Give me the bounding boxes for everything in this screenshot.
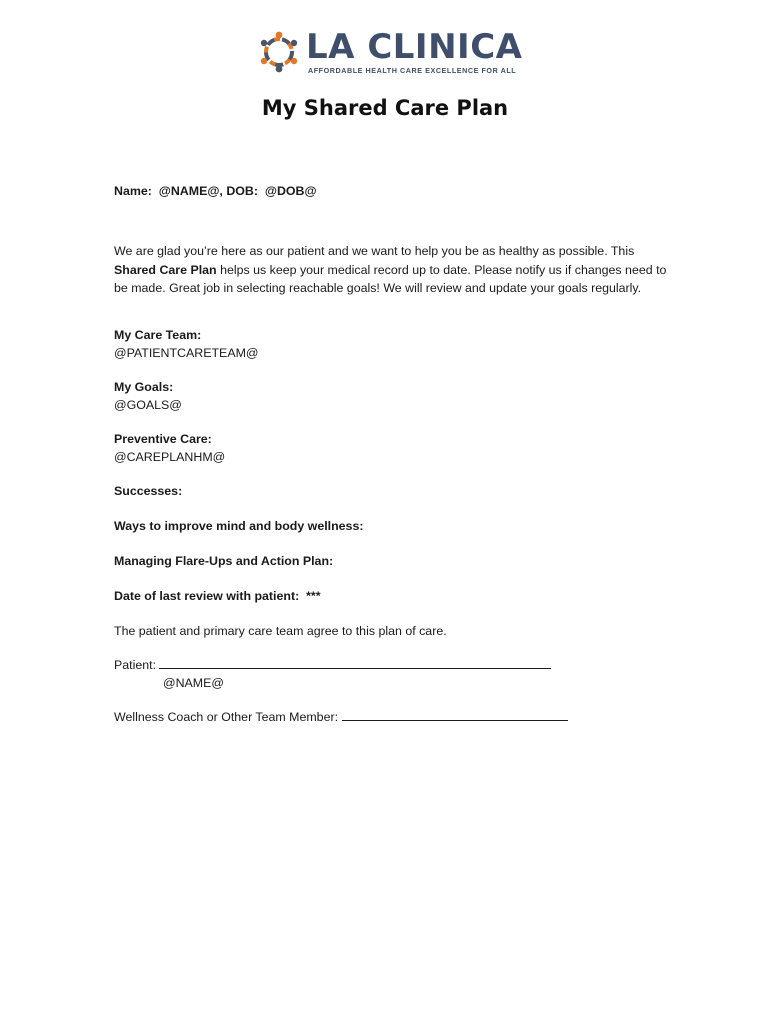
intro-paragraph bbox=[114, 242, 674, 298]
successes-heading: Successes: bbox=[114, 484, 183, 498]
name-dob-line bbox=[114, 182, 317, 200]
patient-signature-label: Patient: bbox=[114, 658, 157, 672]
goals-heading: My Goals: bbox=[114, 380, 174, 394]
goals-value: @GOALS@ bbox=[114, 398, 182, 412]
patient-signature-name: @NAME@ bbox=[163, 676, 224, 690]
preventive-care-value: @CAREPLANHM@ bbox=[114, 450, 226, 464]
patient-signature-field[interactable] bbox=[159, 656, 551, 669]
logo-tagline: AFFORDABLE HEALTH CARE EXCELLENCE FOR ALL bbox=[308, 66, 517, 75]
care-team-value: @PATIENTCARETEAM@ bbox=[114, 346, 259, 360]
intro-text-1: We are glad you’re here as our patient and we want to help you be as healthy as possible. This bbox=[114, 244, 635, 258]
coach-signature-line bbox=[114, 708, 568, 726]
review-date-line bbox=[114, 587, 321, 605]
logo-wordmark: LA CLINICA bbox=[306, 27, 523, 67]
logo-people-ring-icon bbox=[259, 30, 299, 74]
intro-bold-term: Shared Care Plan bbox=[114, 262, 217, 277]
name-value: @NAME@, bbox=[158, 184, 223, 198]
review-label: Date of last review with patient: bbox=[114, 589, 300, 603]
review-value: *** bbox=[306, 589, 321, 603]
la-clinica-logo bbox=[259, 27, 523, 76]
preventive-care-heading: Preventive Care: bbox=[114, 432, 212, 446]
flare-ups-heading: Managing Flare-Ups and Action Plan: bbox=[114, 554, 334, 568]
care-team-heading: My Care Team: bbox=[114, 328, 202, 342]
intro-text-2: helps us keep your medical record up to date. Please notify us if changes need to be made. Great job in selecting reachable goals! We will review and update your goals regularly. bbox=[114, 262, 667, 295]
agreement-statement: The patient and primary care team agree to this plan of care. bbox=[114, 624, 447, 638]
patient-signature-line bbox=[114, 656, 551, 674]
name-label: Name: bbox=[114, 184, 152, 198]
wellness-heading: Ways to improve mind and body wellness: bbox=[114, 519, 364, 533]
dob-label: DOB: bbox=[226, 184, 258, 198]
coach-signature-label: Wellness Coach or Other Team Member: bbox=[114, 710, 339, 724]
dob-value: @DOB@ bbox=[264, 184, 317, 198]
coach-signature-field[interactable] bbox=[342, 708, 568, 721]
page-title: My Shared Care Plan bbox=[261, 96, 509, 120]
